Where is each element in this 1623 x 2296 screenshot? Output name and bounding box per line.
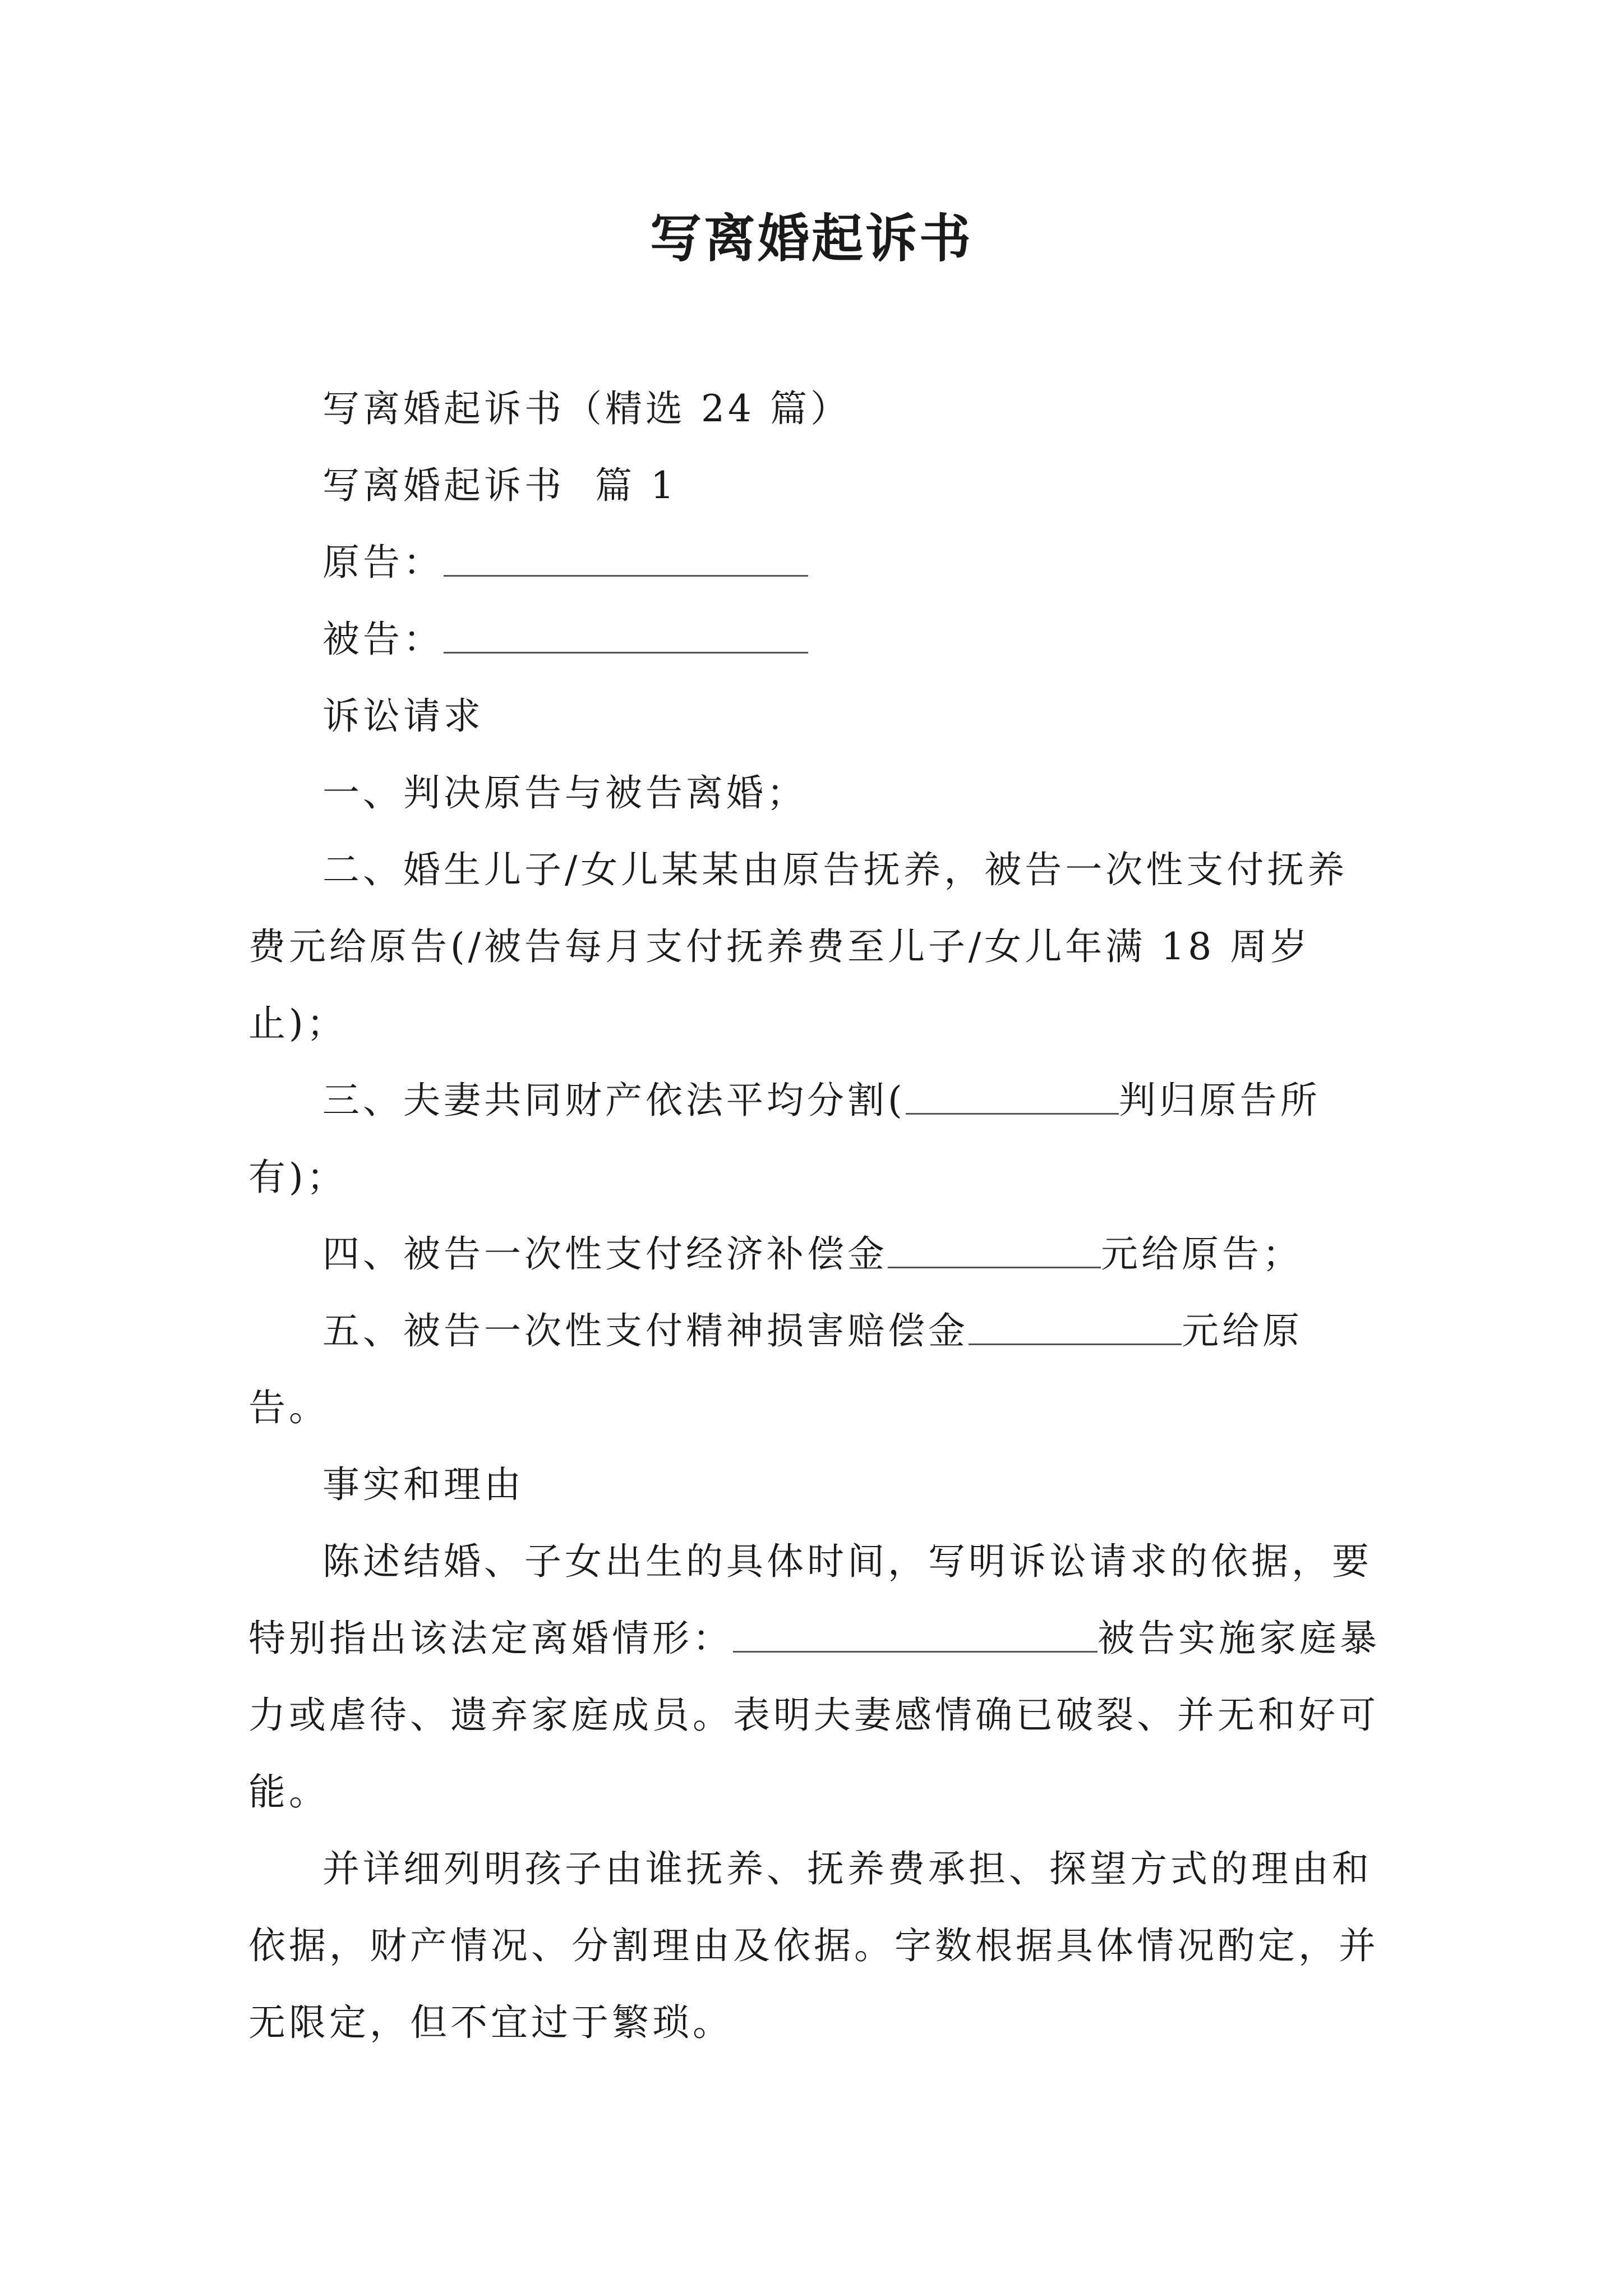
claim-4-blank	[888, 1232, 1101, 1269]
document-title: 写离婚起诉书	[649, 208, 973, 269]
facts-paragraph-2: 并详细列明孩子由谁抚养、抚养费承担、探望方式的理由和依据，财产情况、分割理由及依据。字数根据具体情况酌定，并无限定，但不宜过于繁琐。	[248, 1847, 1379, 2044]
facts-1-text-after: 被告实施家庭暴力或虐待、遗弃家庭成员。表明夫妻感情确已破裂、并无和好可能。	[248, 1617, 1380, 1814]
claim-4	[248, 1216, 1381, 1292]
claim-3-text-before: 三、夫妻共同财产依法平均分割(	[322, 1079, 906, 1122]
facts-paragraph-1	[248, 1523, 1381, 1830]
claim-5-text-after: 元给原告。	[248, 1309, 1303, 1429]
plaintiff-blank	[444, 540, 808, 577]
claim-5-blank	[969, 1309, 1182, 1346]
claim-1: 一、判决原告与被告离婚；	[322, 771, 807, 815]
claim-3-blank	[906, 1078, 1119, 1115]
claim-2: 二、婚生儿子/女儿某某由原告抚养，被告一次性支付抚养费元给原告(/被告每月支付抚养费至儿子/女儿年满 18 周岁止)；	[248, 848, 1348, 1045]
document-body	[248, 370, 1381, 2061]
facts-heading: 事实和理由	[322, 1463, 524, 1506]
claim-3-text-after: 判归原告所有)；	[248, 1079, 1321, 1199]
claims-heading: 诉讼请求	[322, 694, 484, 738]
subtitle: 写离婚起诉书（精选 24 篇）	[322, 387, 851, 430]
plaintiff-line	[248, 524, 1381, 601]
claim-4-text-after: 元给原告；	[1101, 1232, 1303, 1276]
facts-1-text-before: 陈述结婚、子女出生的具体时间，写明诉讼请求的依据，要特别指出该法定离婚情形：	[248, 1540, 1372, 1660]
plaintiff-label: 原告：	[322, 541, 444, 584]
defendant-blank	[444, 617, 808, 654]
claim-5-text-before: 五、被告一次性支付精神损害赔偿金	[322, 1309, 969, 1352]
facts-1-blank	[733, 1616, 1098, 1653]
section-heading: 写离婚起诉书 篇 1	[322, 464, 677, 507]
claim-3	[248, 1062, 1381, 1216]
claim-5	[248, 1292, 1381, 1446]
defendant-label: 被告：	[322, 618, 444, 661]
claim-4-text-before: 四、被告一次性支付经济补偿金	[322, 1232, 888, 1276]
defendant-line	[248, 601, 1381, 678]
